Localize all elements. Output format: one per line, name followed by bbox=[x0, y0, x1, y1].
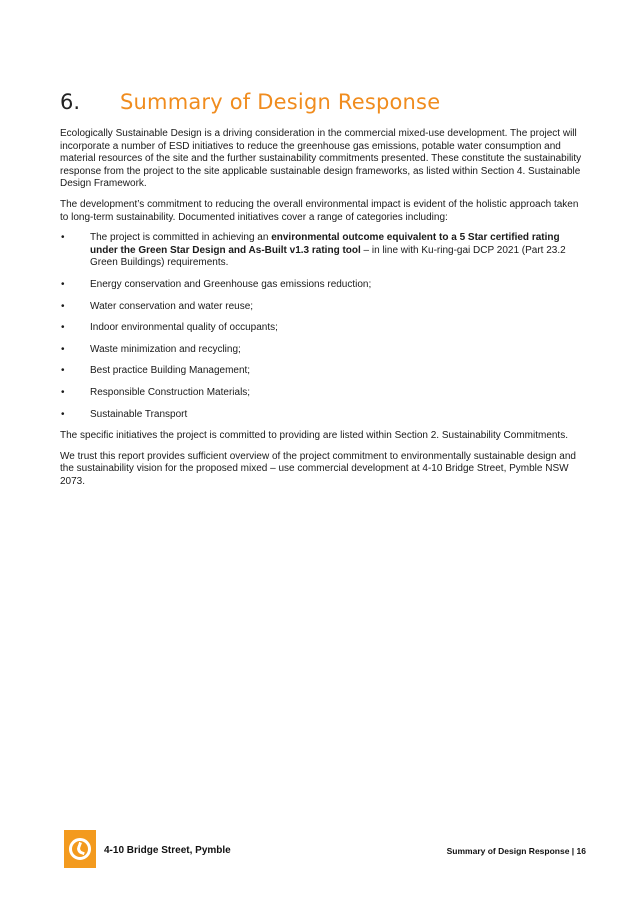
commitment-paragraph: The development’s commitment to reducing the overall environmental impact is evident of the holistic approach taken to long-term sustainability. Documented initiatives cover a range of categories including: bbox=[60, 198, 579, 223]
list-item bbox=[60, 387, 586, 400]
list-item-text: Best practice Building Management; bbox=[90, 365, 251, 377]
section-title: Summary of Design Response bbox=[120, 90, 441, 114]
bullet-icon: • bbox=[61, 322, 65, 334]
bullet-icon: • bbox=[61, 300, 65, 312]
list-item-text: Water conservation and water reuse; bbox=[90, 300, 254, 312]
section-body bbox=[60, 128, 586, 496]
bullet-icon: • bbox=[61, 232, 65, 244]
list-item bbox=[60, 322, 586, 335]
bullet-icon: • bbox=[61, 278, 65, 290]
section-heading bbox=[60, 90, 440, 122]
list-item bbox=[60, 232, 586, 270]
page-footer bbox=[64, 830, 586, 870]
list-item-text-pre: The project is committed in achieving an bbox=[90, 232, 272, 244]
specific-initiatives-paragraph: The specific initiatives the project is committed to providing are listed within Section 2. Sustainability Commitments. bbox=[60, 430, 568, 442]
list-item-text: Sustainable Transport bbox=[90, 408, 188, 420]
list-item-text: Indoor environmental quality of occupants; bbox=[90, 322, 278, 334]
initiatives-list bbox=[60, 232, 586, 421]
list-item bbox=[60, 409, 586, 422]
list-item bbox=[60, 344, 586, 357]
list-item-text-bold: environmental outcome equivalent to a 5 Star certified rating under the Green Star Design and As-Built v1.3 rating tool bbox=[90, 232, 560, 256]
intro-paragraph: Ecologically Sustainable Design is a driving consideration in the commercial mixed-use development. The project will incorporate a number of ESD initiatives to reduce the greenhouse gas emissions, potable water consumption and material resources of the site and the further sustainability commitments presented. These constitute the sustainability response from the project to the site applicable sustainable design frameworks, as listed within Section 4. Sustainable Design Framework. bbox=[60, 128, 582, 190]
section-number: 6. bbox=[60, 90, 81, 114]
list-item-text: Responsible Construction Materials; bbox=[90, 386, 251, 398]
list-item bbox=[60, 301, 586, 314]
bullet-icon: • bbox=[61, 365, 65, 377]
footer-section-page: Summary of Design Response | 16 bbox=[446, 846, 586, 856]
bullet-icon: • bbox=[61, 386, 65, 398]
list-item bbox=[60, 279, 586, 292]
bullet-icon: • bbox=[61, 408, 65, 420]
swirl-logo-icon bbox=[64, 830, 96, 868]
closing-paragraph: We trust this report provides sufficient overview of the project commitment to environmentally sustainable design and the sustainability vision for the proposed mixed – use commercial development at 4-10 Bridge Street, Pymble NSW 2073. bbox=[60, 450, 576, 487]
list-item bbox=[60, 365, 586, 378]
list-item-text: Waste minimization and recycling; bbox=[90, 343, 241, 355]
list-item-text-post: – in line with Ku-ring-gai DCP 2021 (Part 23.2 Green Buildings) requirements. bbox=[90, 244, 566, 269]
bullet-icon: • bbox=[61, 343, 65, 355]
list-item-text: Energy conservation and Greenhouse gas emissions reduction; bbox=[90, 278, 372, 290]
footer-address: 4-10 Bridge Street, Pymble bbox=[104, 845, 231, 856]
